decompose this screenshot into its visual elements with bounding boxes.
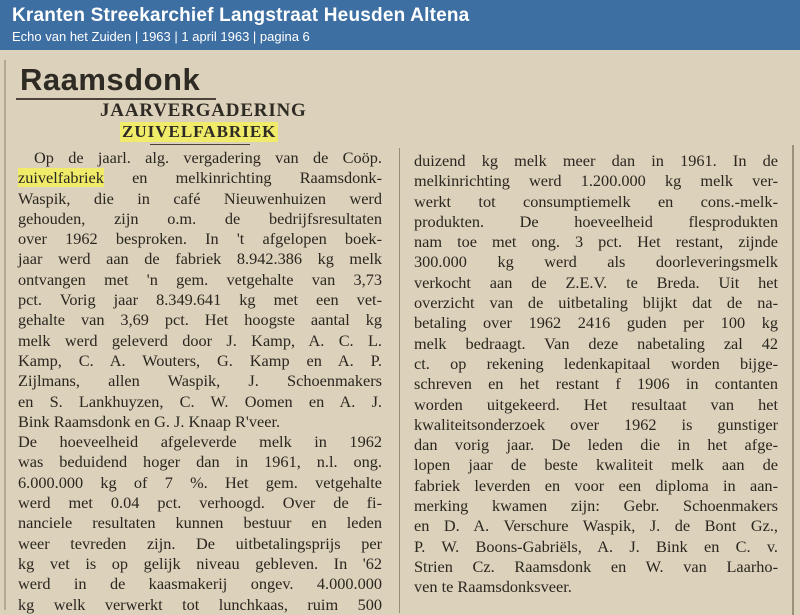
text-line: produkten. De hoeveelheid flesprodukten <box>414 211 778 231</box>
text-line: Strien Cz. Raamsdonk en W. van Laarho- <box>414 556 778 576</box>
text-line: verkocht aan de Z.E.V. te Breda. Uit het <box>414 272 778 292</box>
text-line: melkinrichting werd 1.200.000 kg melk ver- <box>414 171 778 191</box>
text-line: en S. Lankhuyzen, C. W. Oomen en A. J. <box>18 391 382 411</box>
text-line: Op de jaarl. alg. vergadering van de Coöp. <box>34 148 382 167</box>
text-line: melk werd geleverd door J. Kamp, A. C. L. <box>18 330 382 350</box>
page-edge-left <box>4 60 6 610</box>
article-heading: JAARVERGADERING <box>100 100 307 121</box>
text-line: Zijlmans, allen Waspik, J. Schoenmakers <box>18 371 382 391</box>
text-line: lopen jaar de beste kwaliteit melk aan de <box>414 455 778 475</box>
text-line: ven te Raamsdonksveer. <box>414 577 572 597</box>
text-line: P. W. Boons-Gabriëls, A. J. Bink en C. v. <box>414 536 778 556</box>
search-highlight: zuivelfabriek <box>18 168 104 188</box>
text-line: worden uitgekeerd. Het resultaat van het <box>414 394 778 414</box>
text-line: melk bedraagt. Van deze nabetaling zal 42 <box>414 333 778 353</box>
section-headline: Raamsdonk <box>20 62 201 97</box>
text-line: gehalte van 3,69 pct. Het hoogste aantal kg <box>18 310 382 330</box>
column-divider <box>399 148 400 613</box>
text-line: betaling over 1962 2416 guden per 100 kg <box>414 313 778 333</box>
text-line: over 1962 besproken. In 't afgelopen boek- <box>18 229 382 249</box>
issue-breadcrumb: Echo van het Zuiden | 1963 | 1 april 1963 | pagina 6 <box>12 29 310 44</box>
text-line: pct. Vorig jaar 8.349.641 kg met een vet- <box>18 290 382 310</box>
text-line: Bink Raamsdonk en G. J. Knaap R'veer. <box>18 411 281 431</box>
archive-title: Kranten Streekarchief Langstraat Heusden Altena <box>12 5 470 26</box>
article-subheading-highlight: ZUIVELFABRIEK <box>122 122 277 141</box>
text-line: Kamp, C. A. Wouters, G. Kamp en A. P. <box>18 350 382 370</box>
text-line: overzicht van de uitbetaling blijkt dat de na- <box>414 293 778 313</box>
text-line: werkt tot consumptiemelk en cons.-melk- <box>414 191 778 211</box>
article-column-1 <box>18 148 382 615</box>
page-edge-right <box>792 145 794 615</box>
text-line: schreven en het restant f 1906 in contanten <box>414 374 778 394</box>
text-line: was beduidend hoger dan in 1961, n.l. ong. <box>18 452 382 472</box>
text-line: gehouden, zijn o.m. de bedrijfsresultaten <box>18 208 382 228</box>
text-line: 6.000.000 kg of 7 %. Het gem. vetgehalte <box>18 472 382 492</box>
subheading-rule <box>150 144 250 145</box>
text-line: kg welk verwerkt tot lunchkaas, ruim 500 <box>18 594 382 614</box>
text-line: De hoeveelheid afgeleverde melk in 1962 <box>18 432 382 452</box>
text-line: jaar werd aan de fabriek 8.942.386 kg melk <box>18 249 382 269</box>
text-line: ontvangen met 'n gem. vetgehalte van 3,73 <box>18 269 382 289</box>
text-line: kg vet is op gelijk niveau gebleven. In '62 <box>18 553 382 573</box>
text-line: duizend kg melk meer dan in 1961. In de <box>414 151 778 170</box>
text-line: werd in de kaasmakerij ongev. 4.000.000 <box>18 574 382 594</box>
text-line <box>18 168 382 188</box>
text-line: fabriek leverden en voor een diploma in aan- <box>414 475 778 495</box>
text-line: nam toe met ong. 3 pct. Het restant, zijnde <box>414 232 778 252</box>
text-line: en D. A. Verschure Waspik, J. de Bont Gz., <box>414 516 778 536</box>
text-line: merking kwamen zijn: Gebr. Schoenmakers <box>414 496 778 516</box>
text-line: kwaliteitsonderzoek over 1962 is gunstiger <box>414 414 778 434</box>
text-line: dan vorig jaar. De leden die in het afge- <box>414 435 778 455</box>
text-line: Waspik, die in café Nieuwenhuizen werd <box>18 188 382 208</box>
title-bar <box>0 0 800 50</box>
newspaper-page <box>0 50 800 615</box>
text-line: nanciele resultaten kunnen bestuur en leden <box>18 513 382 533</box>
text-fragment: en melkinrichting Raamsdonk- <box>103 168 382 188</box>
text-line: ct. op rekening ledenkapitaal worden bijge- <box>414 353 778 373</box>
text-line: 300.000 kg werd als doorleveringsmelk <box>414 252 778 272</box>
article-column-2 <box>414 151 778 598</box>
text-line: weer tevreden zijn. De uitbetalingsprijs per <box>18 533 382 553</box>
text-line: werd met 0.04 pct. verhoogd. Over de fi- <box>18 493 382 513</box>
